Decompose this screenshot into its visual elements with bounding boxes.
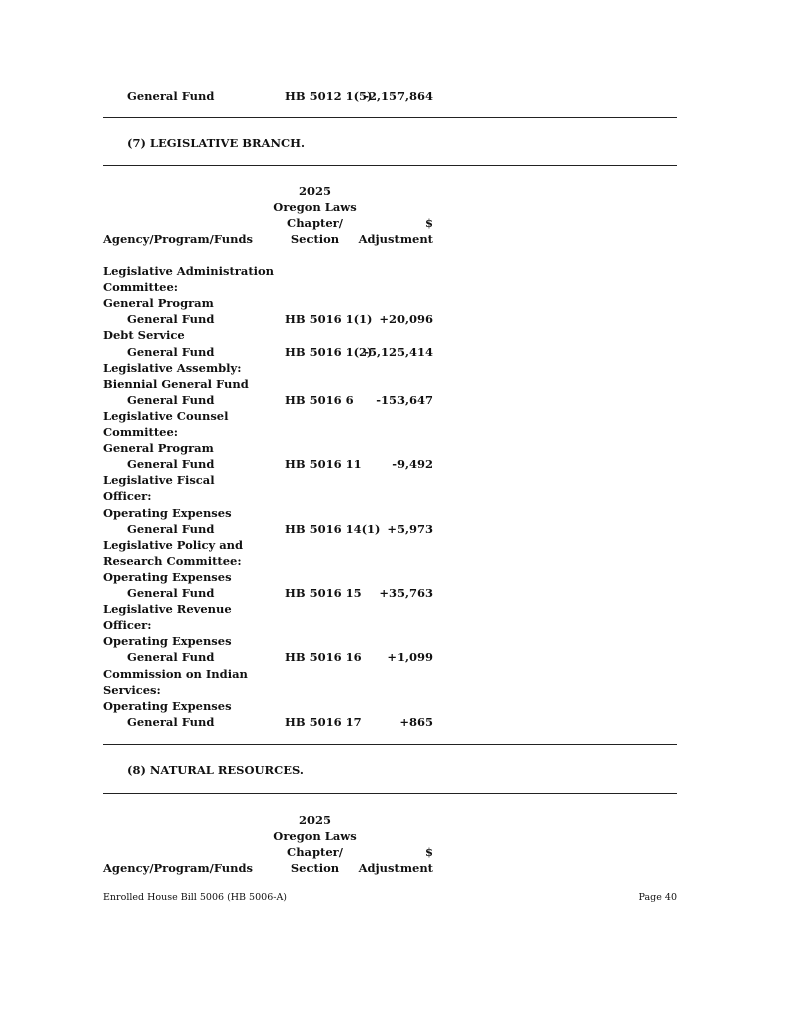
adjustment-header: $ — [424, 216, 433, 230]
table-row — [103, 456, 443, 472]
section-ref: HB 5016 11 — [285, 457, 362, 472]
adjustment-header: $ — [424, 845, 433, 859]
fund-label: General Fund — [127, 89, 215, 103]
adjustment-value: +20,096 — [379, 312, 433, 327]
table-row — [103, 424, 443, 440]
row-label: Biennial General Fund — [103, 376, 249, 391]
table-row — [103, 553, 443, 569]
table-row — [103, 311, 443, 327]
row-label: General Program — [103, 296, 214, 311]
row-label: Commission on Indian — [103, 666, 248, 681]
section-header: Oregon Laws — [273, 829, 357, 843]
section-ref: HB 5016 14(1) — [285, 521, 381, 536]
row-label: General Fund — [127, 650, 215, 665]
divider — [103, 165, 677, 166]
section-heading: (7) LEGISLATIVE BRANCH. — [127, 136, 305, 150]
section-ref: HB 5016 1(2) — [285, 344, 373, 359]
table-row — [103, 682, 443, 698]
table-header-line — [103, 215, 443, 231]
table-row — [103, 505, 443, 521]
footer-bill: Enrolled House Bill 5006 (HB 5006-A) — [103, 892, 288, 903]
table-header-line — [103, 199, 443, 215]
row-label: Debt Service — [103, 328, 185, 343]
adjustment-value: +5,973 — [387, 521, 433, 536]
adjustment-value: -9,492 — [392, 457, 433, 472]
row-label: Legislative Policy and — [103, 537, 244, 552]
row-label: Legislative Revenue — [103, 602, 232, 617]
row-label: General Fund — [127, 714, 215, 729]
table-row — [103, 327, 443, 343]
row-label: General Program — [103, 441, 214, 456]
table-row — [103, 601, 443, 617]
section-header: 2025 — [298, 813, 331, 827]
table-row — [103, 488, 443, 504]
row-label: Legislative Counsel — [103, 408, 229, 423]
section-header: Section — [290, 232, 340, 246]
row-label: Officer: — [103, 489, 152, 504]
table-row — [103, 698, 443, 714]
table-row — [103, 633, 443, 649]
section-ref: HB 5016 6 — [285, 392, 354, 407]
table-row — [103, 408, 443, 424]
section-ref: HB 5016 16 — [285, 650, 362, 665]
adjustment-value: +1,099 — [387, 650, 433, 665]
row-label: Legislative Administration — [103, 264, 275, 278]
row-label: Legislative Assembly: — [103, 360, 242, 375]
row-label: Operating Expenses — [103, 569, 232, 584]
table-row — [103, 392, 443, 408]
table-row — [103, 376, 443, 392]
agency-header: Agency/Program/Funds — [103, 232, 254, 246]
row-label: Operating Expenses — [103, 698, 232, 713]
row-label: General Fund — [127, 392, 215, 407]
adjustment-header: Adjustment — [358, 861, 433, 875]
table-row — [103, 344, 443, 360]
section-ref: HB 5016 15 — [285, 586, 362, 600]
row-label: Committee: — [103, 425, 179, 439]
row-label: General Fund — [127, 312, 215, 327]
section-ref: HB 5016 17 — [285, 714, 362, 729]
adjustment-value: -5,125,414 — [364, 344, 433, 359]
row-label: Committee: — [103, 280, 179, 295]
table-row — [103, 521, 443, 537]
table-row — [103, 569, 443, 585]
table-header-line — [103, 812, 443, 828]
row-label: Research Committee: — [103, 553, 242, 568]
table-header-line — [103, 183, 443, 199]
table-row — [103, 666, 443, 682]
table-row — [103, 440, 443, 456]
table-row — [103, 617, 443, 633]
row-label: Officer: — [103, 618, 152, 633]
row-label: Services: — [103, 682, 161, 697]
table-header-line — [103, 860, 443, 876]
table-row — [103, 649, 443, 665]
table-header-line — [103, 231, 443, 247]
row-label: Operating Expenses — [103, 634, 232, 649]
adjustment-header: Adjustment — [358, 232, 433, 246]
section-heading: (8) NATURAL RESOURCES. — [127, 763, 304, 777]
table-row — [103, 295, 443, 311]
table-row — [103, 279, 443, 295]
section-header: Chapter/ — [287, 216, 343, 230]
section-header: Chapter/ — [287, 845, 343, 859]
row-label: General Fund — [127, 521, 215, 536]
adjustment-value: +35,763 — [379, 586, 433, 600]
row-label: General Fund — [127, 586, 215, 600]
footer-page-number: Page 40 — [638, 892, 677, 903]
table-row — [103, 88, 443, 104]
section-ref: HB 5012 1(5) — [285, 89, 373, 103]
row-label: Operating Expenses — [103, 505, 232, 520]
divider — [103, 793, 677, 794]
section-header: Oregon Laws — [273, 200, 357, 214]
section-header: Section — [290, 861, 340, 875]
table-row — [103, 537, 443, 553]
section-header: 2025 — [298, 184, 331, 198]
adjustment-value: -153,647 — [376, 392, 433, 407]
row-label: General Fund — [127, 457, 215, 472]
row-label: General Fund — [127, 344, 215, 359]
agency-header: Agency/Program/Funds — [103, 861, 254, 875]
table-header-line — [103, 844, 443, 860]
divider — [103, 744, 677, 745]
table-row — [103, 263, 443, 279]
table-row — [103, 714, 443, 730]
table-row — [103, 360, 443, 376]
divider — [103, 117, 677, 118]
table-row — [103, 472, 443, 488]
adjustment-value: -2,157,864 — [364, 89, 433, 103]
table-row — [103, 585, 443, 601]
adjustment-value: +865 — [399, 714, 433, 729]
table-header-line — [103, 828, 443, 844]
section-ref: HB 5016 1(1) — [285, 312, 373, 327]
row-label: Legislative Fiscal — [103, 473, 215, 488]
